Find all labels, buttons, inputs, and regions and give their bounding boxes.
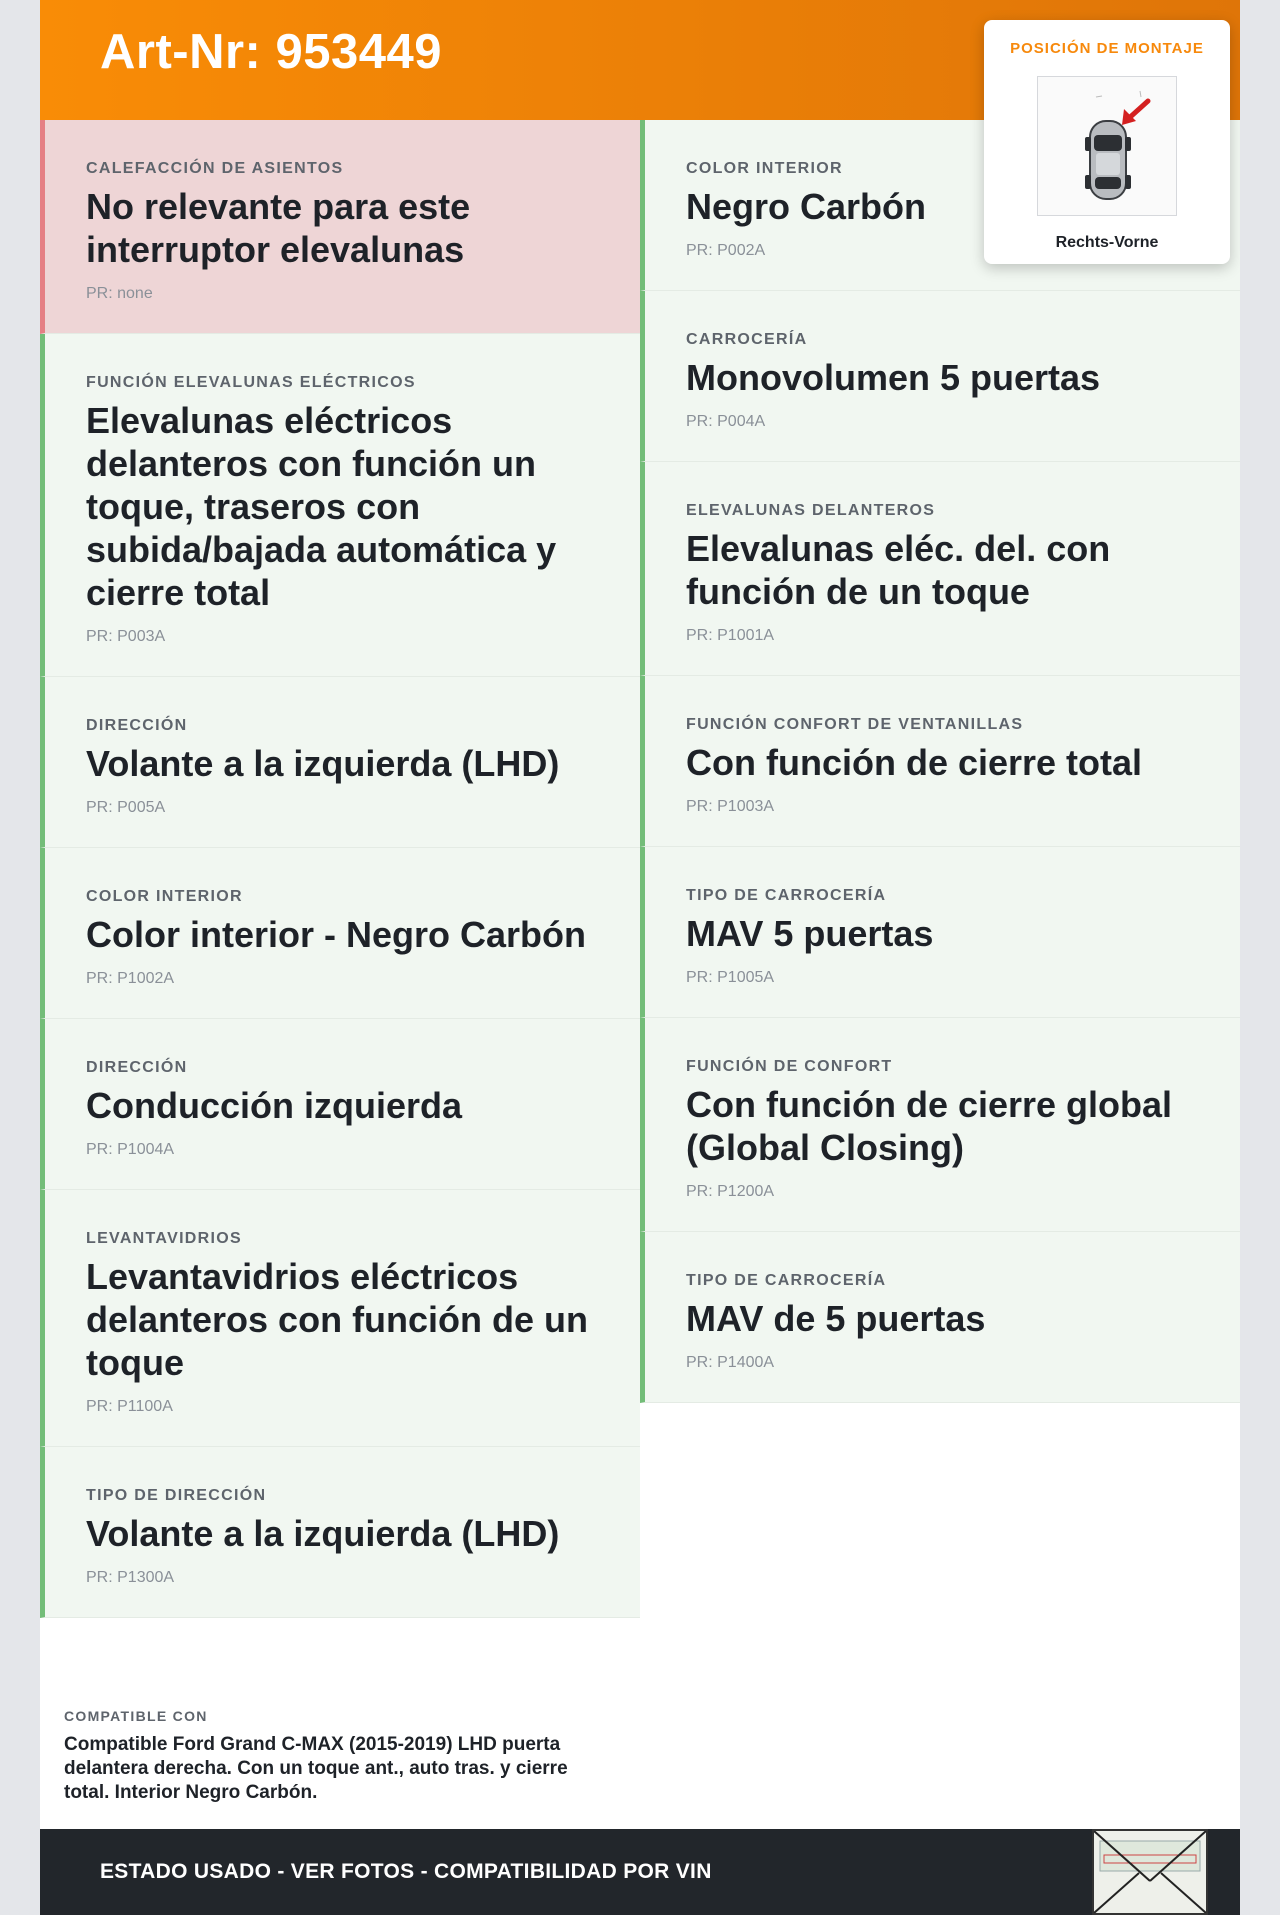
- spec-row: [640, 1232, 1240, 1403]
- spec-row: [40, 848, 640, 1019]
- spec-column-right: [640, 120, 1240, 1403]
- spec-row: [40, 120, 640, 334]
- spec-value: Volante a la izquierda (LHD): [86, 1513, 560, 1554]
- car-top-view-icon: [1037, 76, 1177, 216]
- spec-row: [640, 847, 1240, 1018]
- mounting-position-panel: [984, 20, 1230, 264]
- spec-card: [40, 0, 1240, 1915]
- spec-label: CALEFACCIÓN DE ASIENTOS: [86, 160, 344, 177]
- spec-pr-code: PR: P005A: [86, 799, 166, 816]
- spec-row: [40, 334, 640, 677]
- spec-pr-code: PR: none: [86, 285, 153, 302]
- mounting-position-title: POSICIÓN DE MONTAJE: [1010, 40, 1204, 57]
- spec-value: MAV 5 puertas: [686, 913, 934, 954]
- spec-pr-code: PR: P002A: [686, 242, 766, 259]
- spec-row: [40, 1190, 640, 1447]
- spec-row: [40, 1447, 640, 1618]
- spec-value: Con función de cierre total: [686, 742, 1143, 783]
- spec-row: [40, 677, 640, 848]
- spec-label: COLOR INTERIOR: [86, 888, 243, 905]
- spec-label: TIPO DE CARROCERÍA: [686, 887, 887, 904]
- spec-pr-code: PR: P1002A: [86, 970, 175, 987]
- car-body-icon: [1085, 121, 1131, 199]
- spec-row: [640, 1018, 1240, 1232]
- spec-pr-code: PR: P1005A: [686, 969, 775, 986]
- spec-pr-code: PR: P1004A: [86, 1141, 175, 1158]
- spec-value: Conducción izquierda: [86, 1085, 463, 1126]
- spec-pr-code: PR: P1100A: [86, 1398, 173, 1415]
- spec-label: COLOR INTERIOR: [686, 160, 843, 177]
- spec-value: MAV de 5 puertas: [686, 1298, 986, 1339]
- envelope-label-icon: [1092, 1829, 1208, 1915]
- spec-pr-code: PR: P004A: [686, 413, 766, 430]
- article-number-title: Art-Nr: 953449: [100, 25, 442, 79]
- spec-pr-code: PR: P1200A: [686, 1183, 775, 1200]
- position-arrow-icon: [1122, 101, 1148, 125]
- spec-column-left: [40, 120, 640, 1618]
- spec-value: Levantavidrios eléctricos delanteros con función de un toque: [86, 1256, 589, 1383]
- spec-value: Volante a la izquierda (LHD): [86, 743, 560, 784]
- spec-value: No relevante para este interruptor elevalunas: [86, 186, 471, 270]
- spec-pr-code: PR: P1300A: [86, 1569, 175, 1586]
- spec-label: LEVANTAVIDRIOS: [86, 1230, 242, 1247]
- spec-value: Elevalunas eléc. del. con función de un toque: [686, 528, 1111, 612]
- footer-status-text: ESTADO USADO - VER FOTOS - COMPATIBILIDAD POR VIN: [100, 1860, 712, 1883]
- spec-row: [640, 291, 1240, 462]
- spec-pr-code: PR: P1400A: [686, 1354, 775, 1371]
- mounting-position-label: Rechts-Vorne: [1055, 234, 1159, 251]
- spec-value: Color interior - Negro Carbón: [86, 914, 587, 955]
- spec-pr-code: PR: P003A: [86, 628, 166, 645]
- spec-label: TIPO DE DIRECCIÓN: [86, 1487, 267, 1504]
- spec-label: DIRECCIÓN: [86, 1059, 188, 1076]
- spec-value: Con función de cierre global (Global Closing): [686, 1084, 1173, 1168]
- spec-label: FUNCIÓN DE CONFORT: [686, 1058, 893, 1075]
- spec-label: ELEVALUNAS DELANTEROS: [686, 502, 936, 519]
- compatibility-label: COMPATIBLE CON: [64, 1708, 208, 1724]
- spec-value: Monovolumen 5 puertas: [686, 357, 1101, 398]
- spec-row: [40, 1019, 640, 1190]
- spec-value: Elevalunas eléctricos delanteros con función un toque, traseros con subida/bajada automática y cierre total: [86, 400, 557, 613]
- spec-pr-code: PR: P1001A: [686, 627, 775, 644]
- spec-row: [640, 462, 1240, 676]
- compatibility-text: Compatible Ford Grand C-MAX (2015-2019) LHD puerta delantera derecha. Con un toque ant., auto tras. y cierre total. Interior Negro Carbón.: [64, 1734, 568, 1803]
- spec-row: [640, 676, 1240, 847]
- spec-label: DIRECCIÓN: [86, 717, 188, 734]
- compatibility-section: [40, 1684, 640, 1829]
- spec-value: Negro Carbón: [686, 186, 927, 227]
- spec-label: TIPO DE CARROCERÍA: [686, 1272, 887, 1289]
- spec-pr-code: PR: P1003A: [686, 798, 775, 815]
- footer-bar: [40, 1829, 1240, 1915]
- spec-label: CARROCERÍA: [686, 331, 808, 348]
- spec-label: FUNCIÓN CONFORT DE VENTANILLAS: [686, 716, 1024, 733]
- spec-label: FUNCIÓN ELEVALUNAS ELÉCTRICOS: [86, 374, 416, 391]
